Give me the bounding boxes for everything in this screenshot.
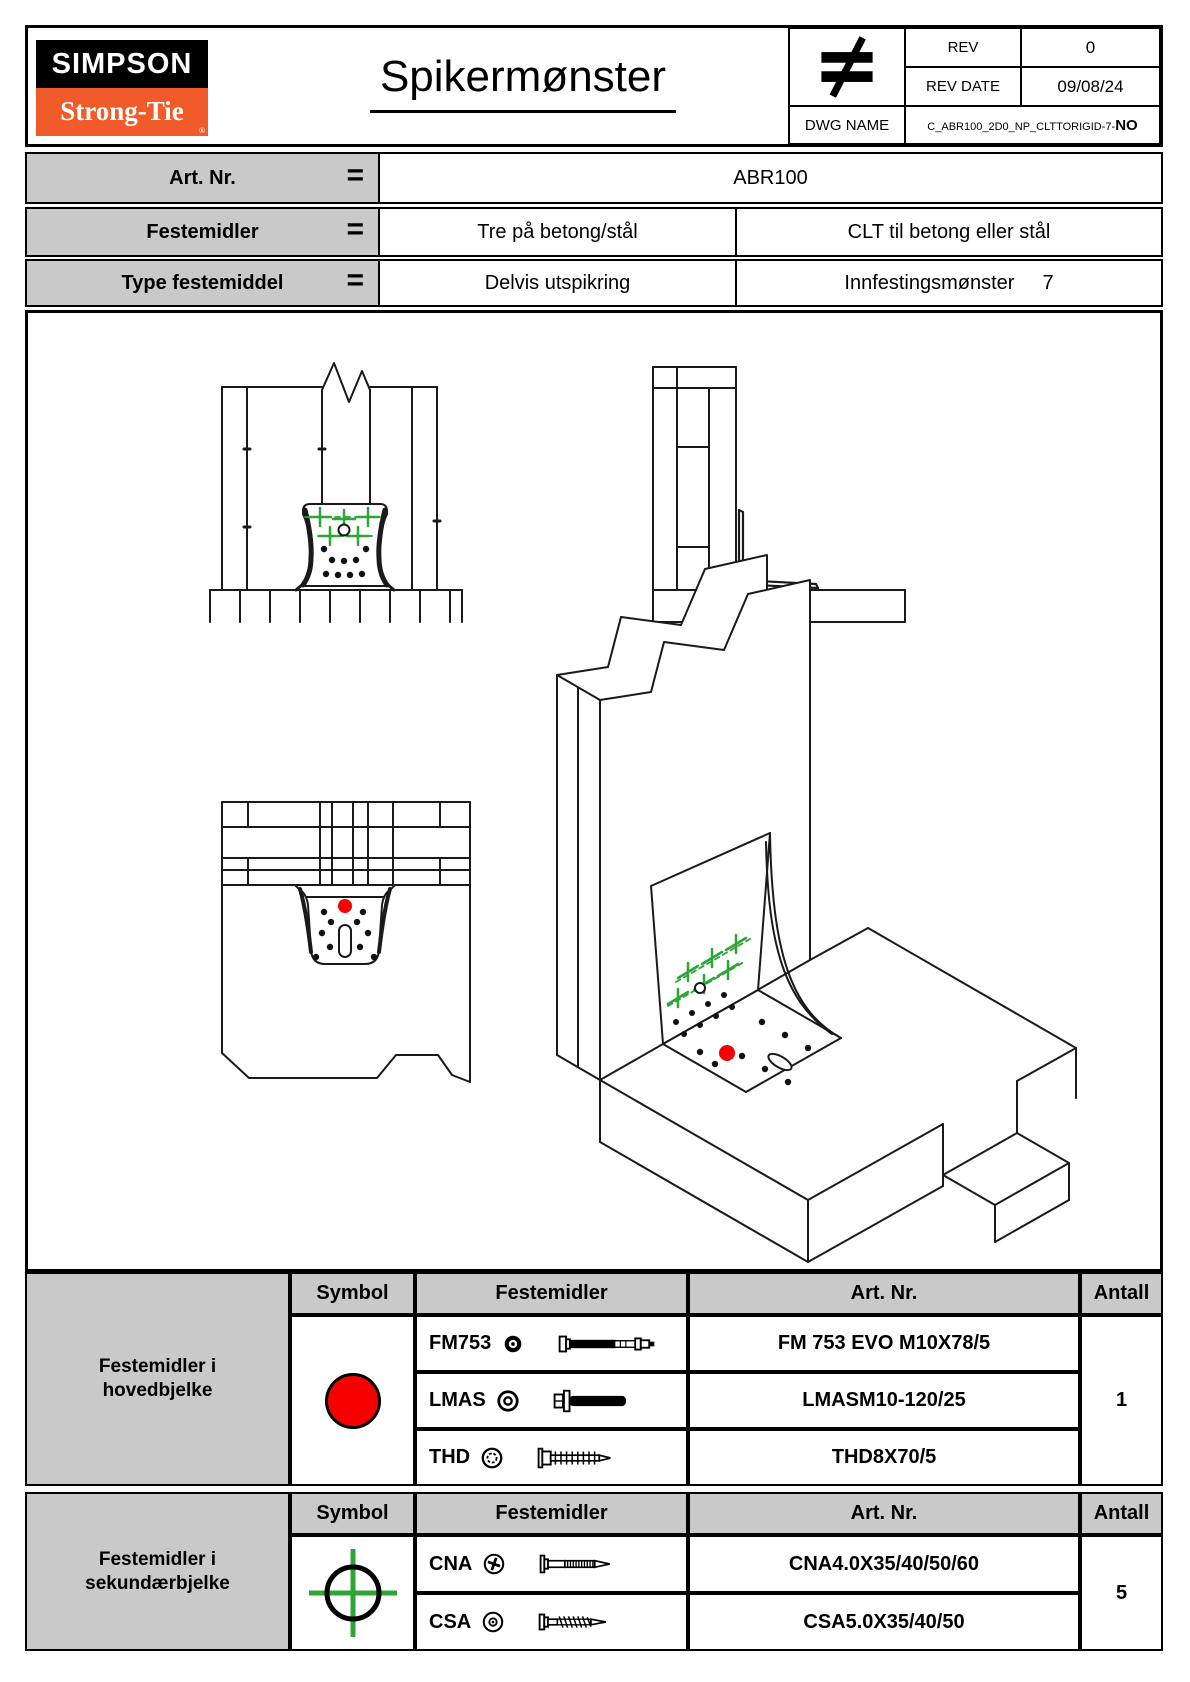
- artnr-cell: FM 753 EVO M10X78/5: [688, 1315, 1080, 1372]
- group-sekundaerbjelke: Festemidler i sekundærbjelke: [25, 1492, 290, 1651]
- front-view-drawing: [210, 363, 462, 622]
- fastener-row: THD: [415, 1429, 688, 1486]
- bolt-marker-red: [719, 1045, 735, 1061]
- pattern-number: 7: [1042, 271, 1054, 294]
- rev-date-value: 09/08/24: [1020, 66, 1161, 107]
- artnr-cell: THD8X70/5: [688, 1429, 1080, 1486]
- not-to-scale-cell: [788, 27, 906, 107]
- lmas-marker-icon: [496, 1389, 520, 1413]
- art-nr-label-cell: Art. Nr. =: [25, 152, 380, 204]
- symbol-header: Symbol: [290, 1272, 415, 1315]
- csa-marker-icon: [481, 1610, 505, 1634]
- title-block: [25, 25, 1163, 147]
- festemidler-header: Festemidler: [415, 1272, 688, 1315]
- dwg-name-value: C_ABR100_2D0_NP_CLTTORIGID-7-NO: [904, 105, 1161, 145]
- equals-sign: =: [346, 212, 364, 246]
- symbol-cell-hovedbjelke: [290, 1315, 415, 1486]
- cna-nail-drawing: [516, 1550, 666, 1578]
- antall-header: Antall: [1080, 1272, 1163, 1315]
- logo-strongtie: Strong-Tie ®: [36, 88, 208, 136]
- fm753-bolt-drawing: [535, 1330, 685, 1358]
- thd-marker-icon: [480, 1446, 504, 1470]
- plan-view-drawing: [222, 802, 470, 1082]
- red-dot-icon: [325, 1373, 381, 1429]
- fastener-row: CSA: [415, 1593, 688, 1651]
- isometric-view-drawing: [557, 555, 1076, 1262]
- art-nr-value-cell: ABR100: [378, 152, 1163, 204]
- rev-label: REV: [904, 27, 1022, 68]
- cna-marker-icon: [482, 1552, 506, 1576]
- festemidler-header: Festemidler: [415, 1492, 688, 1535]
- rev-date-label: REV DATE: [904, 66, 1022, 107]
- type-festemiddel-label-cell: Type festemiddel =: [25, 259, 380, 307]
- side-view-drawing: [653, 367, 905, 622]
- festemidler-value-left: Tre på betong/stål: [378, 207, 737, 257]
- artnr-cell: CSA5.0X35/40/50: [688, 1593, 1080, 1651]
- logo-simpson: SIMPSON: [36, 40, 208, 88]
- symbol-cell-sekundaerbjelke: [290, 1535, 415, 1651]
- green-crosshair-icon: [303, 1541, 403, 1645]
- artnr-cell: LMASM10-120/25: [688, 1372, 1080, 1429]
- antall-header: Antall: [1080, 1492, 1163, 1535]
- antall-cell-sekundaerbjelke: 5: [1080, 1535, 1163, 1651]
- type-festemiddel-value-right: Innfestingsmønster 7: [735, 259, 1163, 307]
- page-title: Spikermønster: [268, 52, 778, 113]
- rev-value: 0: [1020, 27, 1161, 68]
- dwg-name-label: DWG NAME: [788, 105, 906, 145]
- equals-sign: =: [346, 263, 364, 297]
- drawing-area: [25, 310, 1163, 1272]
- csa-screw-drawing: [515, 1608, 665, 1636]
- fastener-row: CNA: [415, 1535, 688, 1593]
- bolt-marker-red: [338, 899, 352, 913]
- technical-drawing: [28, 313, 1160, 1269]
- lmas-bolt-drawing: [530, 1387, 680, 1415]
- not-equal-icon: [810, 35, 884, 99]
- thd-screw-drawing: [514, 1444, 664, 1472]
- group-hovedbjelke: Festemidler i hovedbjelke: [25, 1272, 290, 1486]
- artnr-header: Art. Nr.: [688, 1492, 1080, 1535]
- fastener-row: FM753: [415, 1315, 688, 1372]
- artnr-header: Art. Nr.: [688, 1272, 1080, 1315]
- festemidler-label-cell: Festemidler =: [25, 207, 380, 257]
- festemidler-value-right: CLT til betong eller stål: [735, 207, 1163, 257]
- equals-sign: =: [346, 158, 364, 192]
- simpson-strongtie-logo: [36, 40, 208, 136]
- symbol-header: Symbol: [290, 1492, 415, 1535]
- artnr-cell: CNA4.0X35/40/50/60: [688, 1535, 1080, 1593]
- registered-mark: ®: [199, 126, 205, 135]
- antall-cell-hovedbjelke: 1: [1080, 1315, 1163, 1486]
- fm753-marker-icon: [501, 1332, 525, 1356]
- type-festemiddel-value-left: Delvis utspikring: [378, 259, 737, 307]
- fastener-row: LMAS: [415, 1372, 688, 1429]
